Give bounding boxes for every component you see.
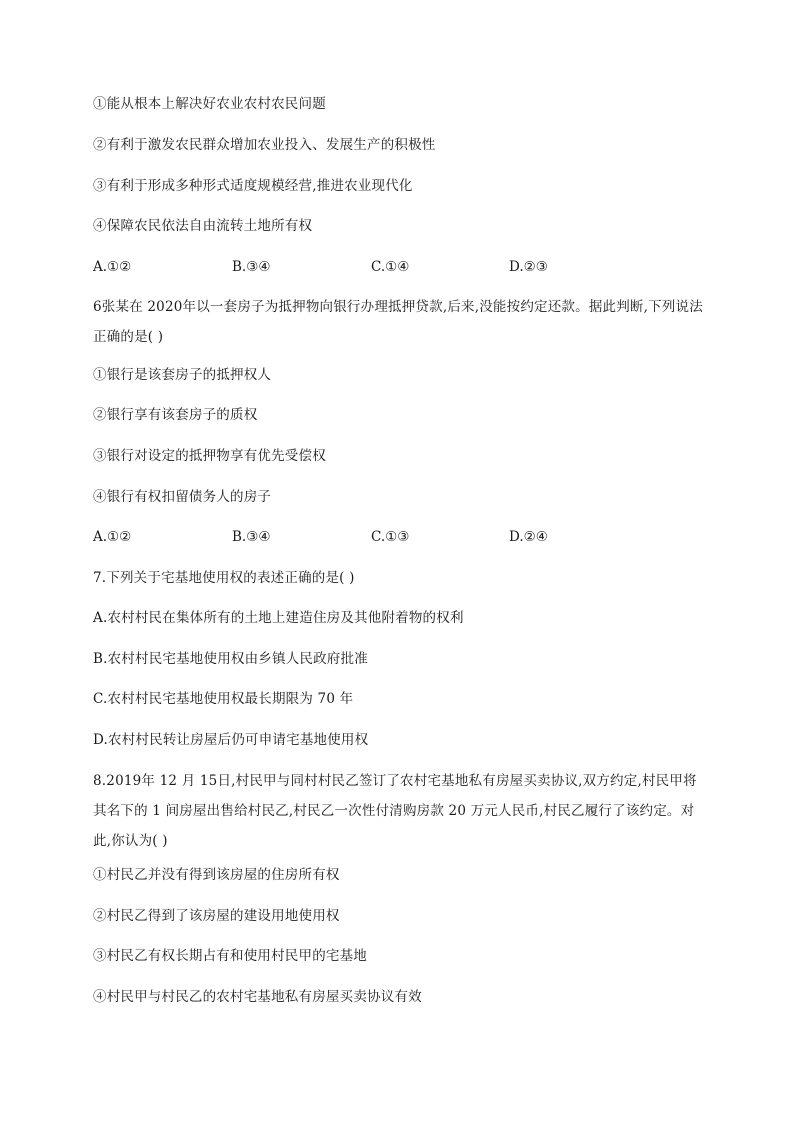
q7-option-c: C.农村村民宅基地使用权最长期限为 70 年 (93, 691, 354, 707)
q5-statement-3: ③有利于形成多种形式适度规模经营,推进农业现代化 (93, 178, 413, 194)
q8-statement-4: ④村民甲与村民乙的农村宅基地私有房屋买卖协议有效 (93, 989, 422, 1005)
q7-option-d: D.农村村民转让房屋后仍可申请宅基地使用权 (93, 732, 369, 748)
q6-option-c: C.①③ (371, 529, 410, 545)
q8-statement-1: ①村民乙并没有得到该房屋的住房所有权 (93, 867, 340, 883)
q6-option-d: D.②④ (509, 529, 548, 545)
q6-statement-4: ④银行有权扣留债务人的房子 (93, 489, 272, 505)
q6-statement-3: ③银行对设定的抵押物享有优先受偿权 (93, 448, 326, 464)
q8-statement-2: ②村民乙得到了该房屋的建设用地使用权 (93, 908, 340, 924)
q6-option-a: A.①② (93, 529, 132, 545)
q7-stem: 7.下列关于宅基地使用权的表述正确的是( ) (93, 570, 355, 586)
q5-option-a: A.①② (93, 259, 132, 275)
q6-options (93, 527, 705, 547)
q5-option-c: C.①④ (371, 259, 410, 275)
q6-statement-1: ①银行是该套房子的抵押权人 (93, 367, 272, 383)
q6-option-b: B.③④ (232, 529, 271, 545)
q5-option-d: D.②③ (509, 259, 548, 275)
q5-options (93, 257, 705, 277)
q8-statement-3: ③村民乙有权长期占有和使用村民甲的宅基地 (93, 948, 367, 964)
q5-statement-2: ②有利于激发农民群众增加农业投入、发展生产的积极性 (93, 137, 436, 153)
q5-statement-1: ①能从根本上解决好农业农村农民问题 (93, 96, 326, 112)
q5-statement-4: ④保障农民依法自由流转土地所有权 (93, 218, 313, 234)
q7-option-b: B.农村村民宅基地使用权由乡镇人民政府批准 (93, 651, 368, 667)
q8-stem: 8.2019年 12 月 15日,村民甲与同村村民乙签订了农村宅基地私有房屋买卖协议,双方约定,村民甲将其名下的 1 间房屋出售给村民乙,村民乙一次性付清购房款 20 万元人民币,村民乙履行了该约定。对此,你认为( ) (93, 773, 697, 849)
q6-statement-2: ②银行享有该套房子的质权 (93, 407, 258, 423)
q6-stem: 6张某在 2020年以一套房子为抵押物向银行办理抵押贷款,后来,没能按约定还款。据此判断,下列说法正确的是( ) (93, 299, 703, 345)
q5-option-b: B.③④ (232, 259, 271, 275)
q7-option-a: A.农村村民在集体所有的土地上建造住房及其他附着物的权利 (93, 610, 464, 626)
